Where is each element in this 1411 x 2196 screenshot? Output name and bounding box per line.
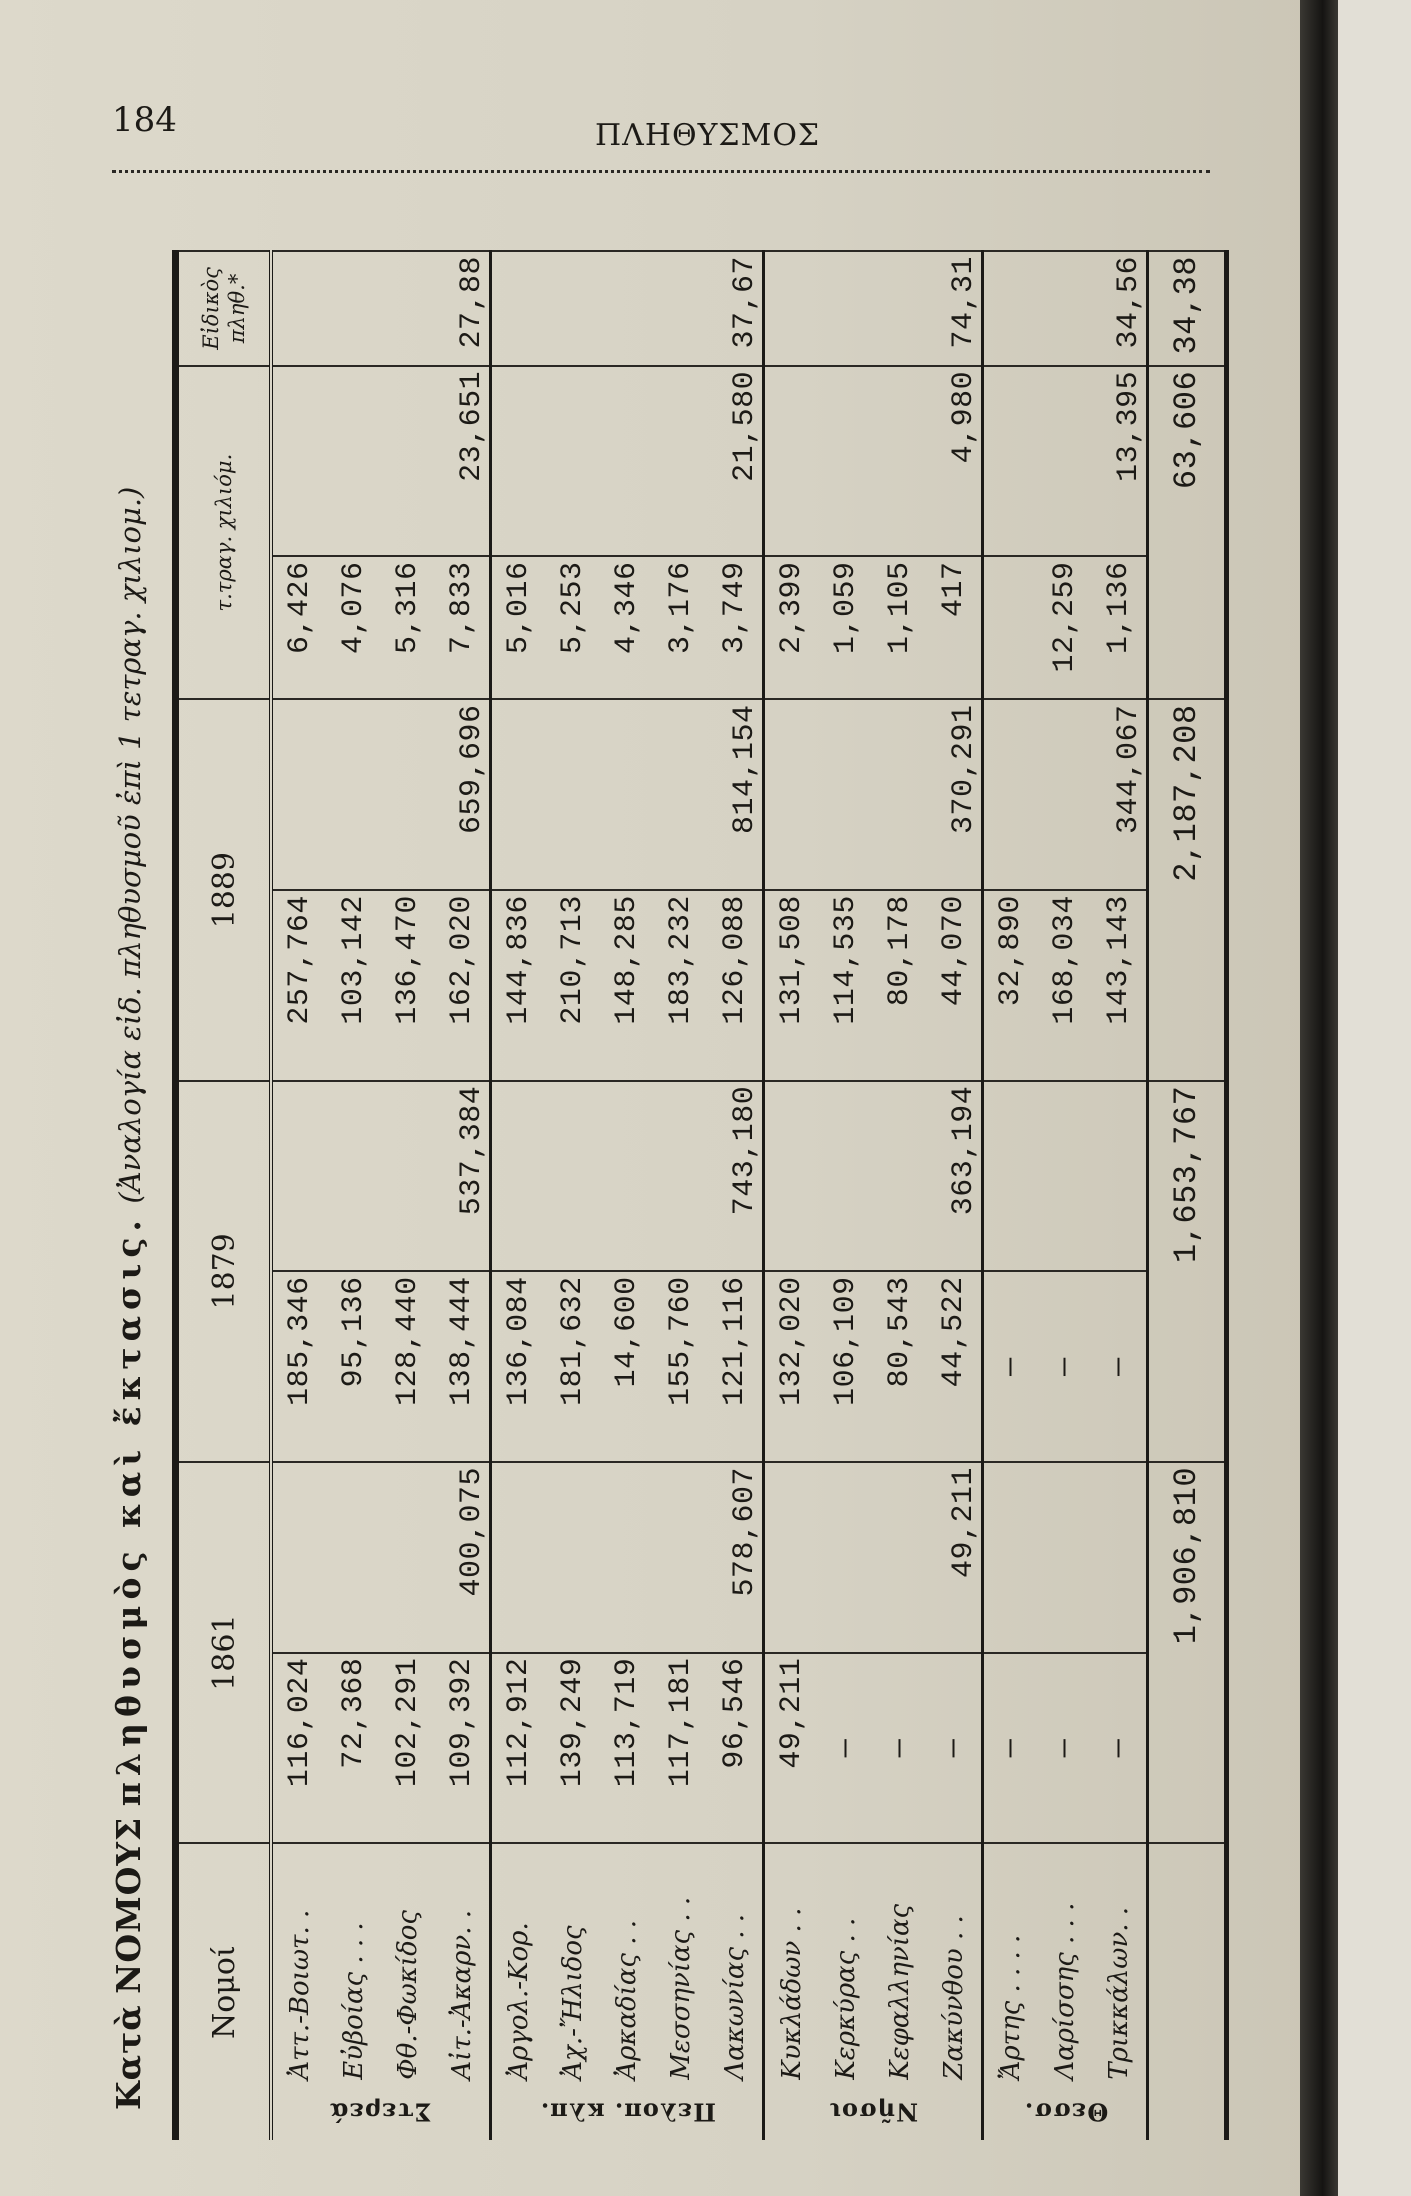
title-nomous: ΝΟΜΟΥΣ [109,1816,148,1994]
sum-area: 4,980 [764,366,983,557]
row-name: Φθ.-Φωκίδος [381,1843,435,2083]
sum-1889: 659,696 [271,699,491,890]
cell-1879: 128,440 [381,1271,435,1462]
row-name: Ἀρκαδίας . . [600,1843,654,2083]
sum-1861: 400,075 [271,1462,491,1653]
cell-1889: 144,836 [491,890,547,1081]
header-1889: 1889 [179,699,271,1080]
cell-1879: — [983,1271,1039,1462]
total-1861: 1,906,810 [1148,1462,1224,1843]
cell-1889: 183,232 [654,890,708,1081]
cell-1889: 126,088 [708,890,764,1081]
cell-1861: 116,024 [271,1653,327,1844]
cell-1861: — [1092,1653,1148,1844]
row-name: Κερκύρας . . [819,1843,873,2083]
sum-1861 [983,1462,1148,1653]
header-density: Εἰδικὸς πληθ.* [179,251,271,366]
cell-1861: 109,392 [435,1653,491,1844]
running-head: ΠΛΗΘΥΣΜΟΣ [595,118,821,153]
sum-1861: 49,211 [764,1462,983,1653]
row-name: Ἀργολ.-Κορ. [491,1843,547,2083]
cell-area: 3,749 [708,556,764,699]
cell-1889: 131,508 [764,890,820,1081]
cell-1879: — [1092,1271,1148,1462]
cell-1879: 80,543 [873,1271,927,1462]
cell-area [983,556,1039,699]
title-rest: πληθυσμὸς καὶ ἔκτασις. [109,1214,148,1807]
cell-1889: 162,020 [435,890,491,1081]
cell-1889: 80,178 [873,890,927,1081]
total-area: 63,606 [1148,366,1224,700]
cell-1861: 72,368 [327,1653,381,1844]
cell-1889: 44,070 [927,890,983,1081]
table-row [491,251,547,2140]
book-spine-shadow [1300,0,1338,2196]
row-name: Ἄρτης . . . . [983,1843,1039,2083]
header-area: τ.τραγ. χιλιόμ. [179,366,271,700]
total-density: 34,38 [1148,251,1224,366]
sum-1889: 370,291 [764,699,983,890]
cell-1879: 138,444 [435,1271,491,1462]
cell-1879: — [1038,1271,1092,1462]
table-body [271,251,1224,2140]
cell-1879: 106,109 [819,1271,873,1462]
cell-1879: 185,346 [271,1271,327,1462]
row-name: Ἀχ.-Ἤλιδος [546,1843,600,2083]
cell-area: 6,426 [271,556,327,699]
sum-1879 [983,1081,1148,1272]
total-1889: 2,187,208 [1148,699,1224,1080]
header-1861: 1861 [179,1462,271,1843]
density: 74,31 [764,251,983,366]
group-label: Νῆσοι [764,2084,983,2140]
cell-1889: 257,764 [271,890,327,1081]
sum-1889: 814,154 [491,699,764,890]
row-name: Τρικκάλων. . [1092,1843,1148,2083]
cell-1879: 14,600 [600,1271,654,1462]
sum-1861: 578,607 [491,1462,764,1653]
rotated-table-block [100,230,1250,2150]
cell-1879: 136,084 [491,1271,547,1462]
cell-area: 4,346 [600,556,654,699]
row-name: Εὐβοίας . . . [327,1843,381,2083]
header-1879: 1879 [179,1081,271,1462]
cell-1889: 168,034 [1038,890,1092,1081]
page-number: 184 [112,100,177,140]
cell-area: 4,076 [327,556,381,699]
cell-area: 1,136 [1092,556,1148,699]
row-name: Λακωνίας . . [708,1843,764,2083]
cell-1861: — [927,1653,983,1844]
title-lead: Κατὰ [109,2004,148,2110]
header-rule [112,170,1210,173]
sum-1879: 743,180 [491,1081,764,1272]
cell-1861: — [819,1653,873,1844]
group-label: Θεσσ. [983,2084,1148,2140]
cell-1879: 121,116 [708,1271,764,1462]
table-row [271,251,327,2140]
cell-1889: 148,285 [600,890,654,1081]
cell-1889: 103,142 [327,890,381,1081]
cell-1861: — [983,1653,1039,1844]
table-title [100,230,158,2110]
title-note: (Ἀναλογία εἰδ. πληθυσμοῦ ἐπὶ 1 τετραγ. χιλιομ.) [113,486,147,1204]
cell-1889: 114,535 [819,890,873,1081]
cell-1861: 113,719 [600,1653,654,1844]
group-label: Στερεά [271,2084,491,2140]
cell-1889: 210,713 [546,890,600,1081]
cell-1879: 132,020 [764,1271,820,1462]
sum-1889: 344,067 [983,699,1148,890]
row-name: Κεφαλληνίας [873,1843,927,2083]
totals-row [1148,251,1224,2140]
row-name: Αἰτ.-Ἀκαρν. . [435,1843,491,2083]
cell-1861: 112,912 [491,1653,547,1844]
cell-1861: — [1038,1653,1092,1844]
cell-1879: 95,136 [327,1271,381,1462]
total-1879: 1,653,767 [1148,1081,1224,1462]
totals-label-cell [1148,1843,1224,2140]
cell-1861: 96,546 [708,1653,764,1844]
cell-1861: 49,211 [764,1653,820,1844]
cell-area: 7,833 [435,556,491,699]
population-table [172,250,1229,2140]
sum-1879: 537,384 [271,1081,491,1272]
density: 27,88 [271,251,491,366]
cell-area: 1,059 [819,556,873,699]
sum-1879: 363,194 [764,1081,983,1272]
density: 34,56 [983,251,1148,366]
cell-1879: 44,522 [927,1271,983,1462]
cell-1861: 102,291 [381,1653,435,1844]
sum-area: 23,651 [271,366,491,557]
facing-page-edge [1338,0,1411,2196]
header-row [179,251,271,2140]
cell-area: 5,253 [546,556,600,699]
sum-area: 13,395 [983,366,1148,557]
sum-area: 21,580 [491,366,764,557]
row-name: Ἀττ.-Βοιωτ. . [271,1843,327,2083]
cell-1879: 181,632 [546,1271,600,1462]
cell-area: 3,176 [654,556,708,699]
cell-area: 417 [927,556,983,699]
cell-1889: 136,470 [381,890,435,1081]
population-table-grid [179,250,1224,2140]
header-name: Νομοί [179,1843,271,2140]
table-row [764,251,820,2140]
cell-1861: 139,249 [546,1653,600,1844]
cell-1861: 117,181 [654,1653,708,1844]
cell-area: 5,016 [491,556,547,699]
row-name: Λαρίσσης . . . [1038,1843,1092,2083]
row-name: Ζακύνθου . . [927,1843,983,2083]
row-name: Κυκλάδων . . [764,1843,820,2083]
density: 37,67 [491,251,764,366]
row-name: Μεσσηνίας . . [654,1843,708,2083]
cell-area: 5,316 [381,556,435,699]
cell-area: 1,105 [873,556,927,699]
group-label: Πελοπ. κλπ. [491,2084,764,2140]
cell-1889: 143,143 [1092,890,1148,1081]
cell-area: 12,259 [1038,556,1092,699]
cell-area: 2,399 [764,556,820,699]
cell-1879: 155,760 [654,1271,708,1462]
table-row [983,251,1039,2140]
cell-1861: — [873,1653,927,1844]
cell-1889: 32,890 [983,890,1039,1081]
